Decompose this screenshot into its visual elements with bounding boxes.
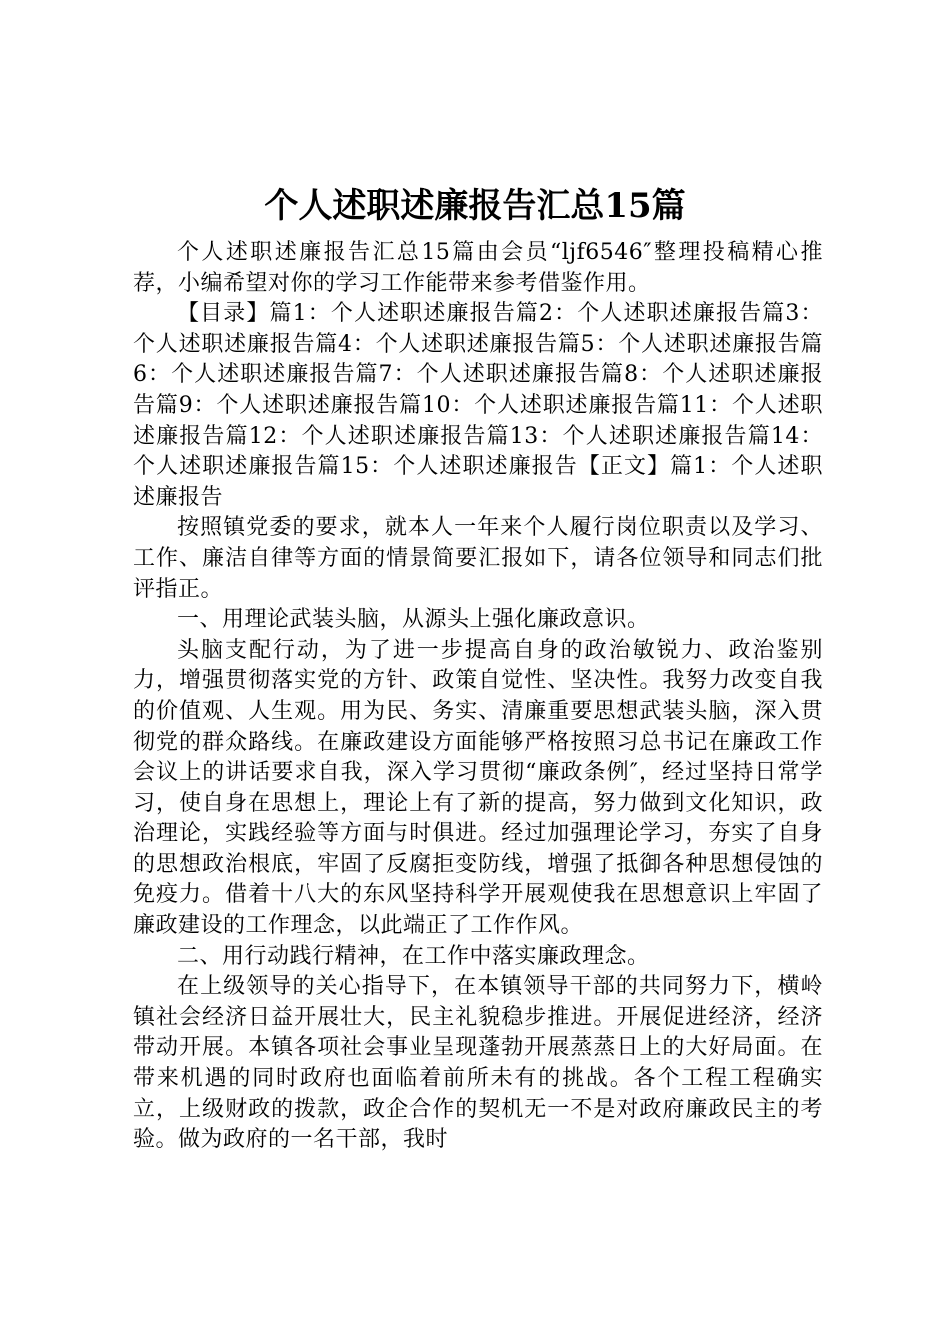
table-of-contents-paragraph: 【目录】篇1：个人述职述廉报告篇2：个人述职述廉报告篇3：个人述职述廉报告篇4：个人述职述廉报告篇5：个人述职述廉报告篇6：个人述职述廉报告篇7：个人述职述廉报告篇8：个人述职述廉报告篇9：个人述职述廉报告篇10：个人述职述廉报告篇11：个人述职述廉报告篇12：个人述职述廉报告篇13：个人述职述廉报告篇14：个人述职述廉报告篇15：个人述职述廉报告【正文】篇1：个人述职述廉报告 [133, 301, 823, 510]
document-body [133, 238, 823, 1156]
section-heading-1: 一、用理论武装头脑，从源头上强化廉政意识。 [177, 607, 650, 633]
section-heading-2: 二、用行动践行精神，在工作中落实廉政理念。 [177, 943, 650, 969]
body-paragraph: 头脑支配行动，为了进一步提高自身的政治敏锐力、政治鉴别力，增强贯彻落实党的方针、政策自觉性、坚决性。我努力改变自我的价值观、人生观。用为民、务实、清廉重要思想武装头脑，深入贯彻党的群众路线。在廉政建设方面能够严格按照习总书记在廉政工作会议上的讲话要求自我，深入学习贯彻“廉政条例″，经过坚持日常学习，使自身在思想上，理论上有了新的提高，努力做到文化知识，政治理论，实践经验等方面与时俱进。经过加强理论学习，夯实了自身的思想政治根底，牢固了反腐拒变防线，增强了抵御各种思想侵蚀的免疫力。借着十八大的东风坚持科学开展观使我在思想意识上牢固了廉政建设的工作理念，以此端正了工作作风。 [133, 637, 823, 939]
intro-paragraph: 个人述职述廉报告汇总15篇由会员“ljf6546″整理投稿精心推荐，小编希望对你的学习工作能带来参考借鉴作用。 [133, 240, 823, 296]
document-title: 个人述职述廉报告汇总15篇 [264, 186, 686, 226]
body-paragraph: 在上级领导的关心指导下，在本镇领导干部的共同努力下，横岭镇社会经济日益开展壮大，民主礼貌稳步推进。开展促进经济，经济带动开展。本镇各项社会事业呈现蓬勃开展蒸蒸日上的大好局面。在带来机遇的同时政府也面临着前所未有的挑战。各个工程工程确实立，上级财政的拨款，政企合作的契机无一不是对政府廉政民主的考验。做为政府的一名干部，我时 [133, 974, 823, 1153]
body-paragraph: 按照镇党委的要求，就本人一年来个人履行岗位职责以及学习、工作、廉洁自律等方面的情景简要汇报如下，请各位领导和同志们批评指正。 [133, 515, 823, 602]
